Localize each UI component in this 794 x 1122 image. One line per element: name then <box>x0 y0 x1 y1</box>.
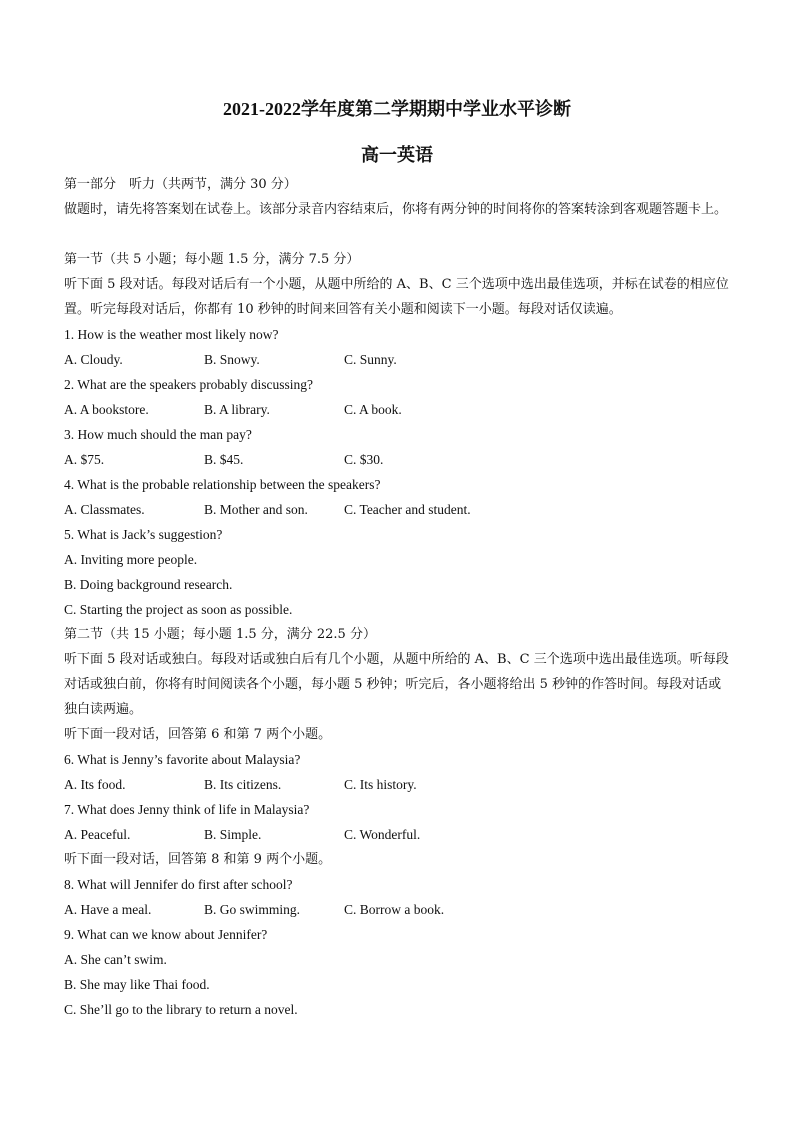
question-9: 9. What can we know about Jennifer? <box>64 927 268 942</box>
question-8: 8. What will Jennifer do first after school? <box>64 877 293 892</box>
option-b: B. Mother and son. <box>204 502 308 517</box>
option-a: A. Cloudy. <box>64 352 123 367</box>
option-b: B. Snowy. <box>204 352 260 367</box>
question-2: 2. What are the speakers probably discussing? <box>64 377 314 392</box>
option-c: C. Borrow a book. <box>344 902 445 917</box>
question-4: 4. What is the probable relationship between the speakers? <box>64 477 381 492</box>
option-a: A. Have a meal. <box>64 902 152 917</box>
exam-title: 2021-2022学年度第二学期期中学业水平诊断 <box>223 99 571 119</box>
option-b: B. A library. <box>204 402 270 417</box>
options-6 <box>64 772 734 797</box>
option-a: A. She can’t swim. <box>64 952 167 967</box>
option-a: A. $75. <box>64 452 105 467</box>
option-b: B. Go swimming. <box>204 902 301 917</box>
question-1: 1. How is the weather most likely now? <box>64 327 279 342</box>
option-b: B. Its citizens. <box>204 777 282 792</box>
question-5: 5. What is Jack’s suggestion? <box>64 527 223 542</box>
option-b: B. $45. <box>204 452 244 467</box>
option-c: C. She’ll go to the library to return a novel. <box>64 1002 298 1017</box>
option-c: C. Teacher and student. <box>344 502 471 517</box>
exam-content <box>64 172 734 1022</box>
section1-instruction: 听下面 5 段对话。每段对话后有一个小题，从题中所给的 A、B、C 三个选项中选出最佳选项，并标在试卷的相应位置。听完每段对话后，你都有 10 秒钟的时间来回答有关小题和阅读下一小题。每段对话仅读遍。 <box>64 277 729 317</box>
question-3: 3. How much should the man pay? <box>64 427 252 442</box>
option-c: C. Starting the project as soon as possible. <box>64 602 293 617</box>
section2-heading: 第二节（共 15 小题；每小题 1.5 分，满分 22.5 分） <box>64 627 376 642</box>
option-a: A. Inviting more people. <box>64 552 198 567</box>
option-a: A. Peaceful. <box>64 827 131 842</box>
option-c: C. Sunny. <box>344 352 397 367</box>
option-a: A. Its food. <box>64 777 126 792</box>
section2-instruction: 听下面 5 段对话或独白。每段对话或独白后有几个小题，从题中所给的 A、B、C 三个选项中选出最佳选项。听每段对话或独白前，你将有时间阅读各个小题，每小题 5 秒钟；听完后，各小题将给出 5 秒钟的作答时间。每段对话或独白读两遍。 <box>64 652 729 717</box>
option-c: C. Its history. <box>344 777 417 792</box>
option-c: C. Wonderful. <box>344 827 421 842</box>
options-7 <box>64 822 734 847</box>
question-7: 7. What does Jenny think of life in Malaysia? <box>64 802 310 817</box>
options-8 <box>64 897 734 922</box>
part1-instruction: 做题时，请先将答案划在试卷上。该部分录音内容结束后，你将有两分钟的时间将你的答案转涂到客观题答题卡上。 <box>64 202 728 217</box>
option-a: A. Classmates. <box>64 502 145 517</box>
dialog-note-8-9: 听下面一段对话，回答第 8 和第 9 两个小题。 <box>64 852 332 867</box>
exam-subtitle: 高一英语 <box>361 145 433 166</box>
section1-heading: 第一节（共 5 小题；每小题 1.5 分，满分 7.5 分） <box>64 252 360 267</box>
question-6: 6. What is Jenny’s favorite about Malaysia? <box>64 752 301 767</box>
option-c: C. A book. <box>344 402 402 417</box>
option-b: B. Simple. <box>204 827 262 842</box>
option-b: B. She may like Thai food. <box>64 977 210 992</box>
options-2 <box>64 397 734 422</box>
option-a: A. A bookstore. <box>64 402 149 417</box>
part1-heading: 第一部分 听力（共两节，满分 30 分） <box>64 177 297 192</box>
options-4 <box>64 497 734 522</box>
option-b: B. Doing background research. <box>64 577 233 592</box>
options-1 <box>64 347 734 372</box>
option-c: C. $30. <box>344 452 384 467</box>
options-3 <box>64 447 734 472</box>
dialog-note-6-7: 听下面一段对话，回答第 6 和第 7 两个小题。 <box>64 727 332 742</box>
